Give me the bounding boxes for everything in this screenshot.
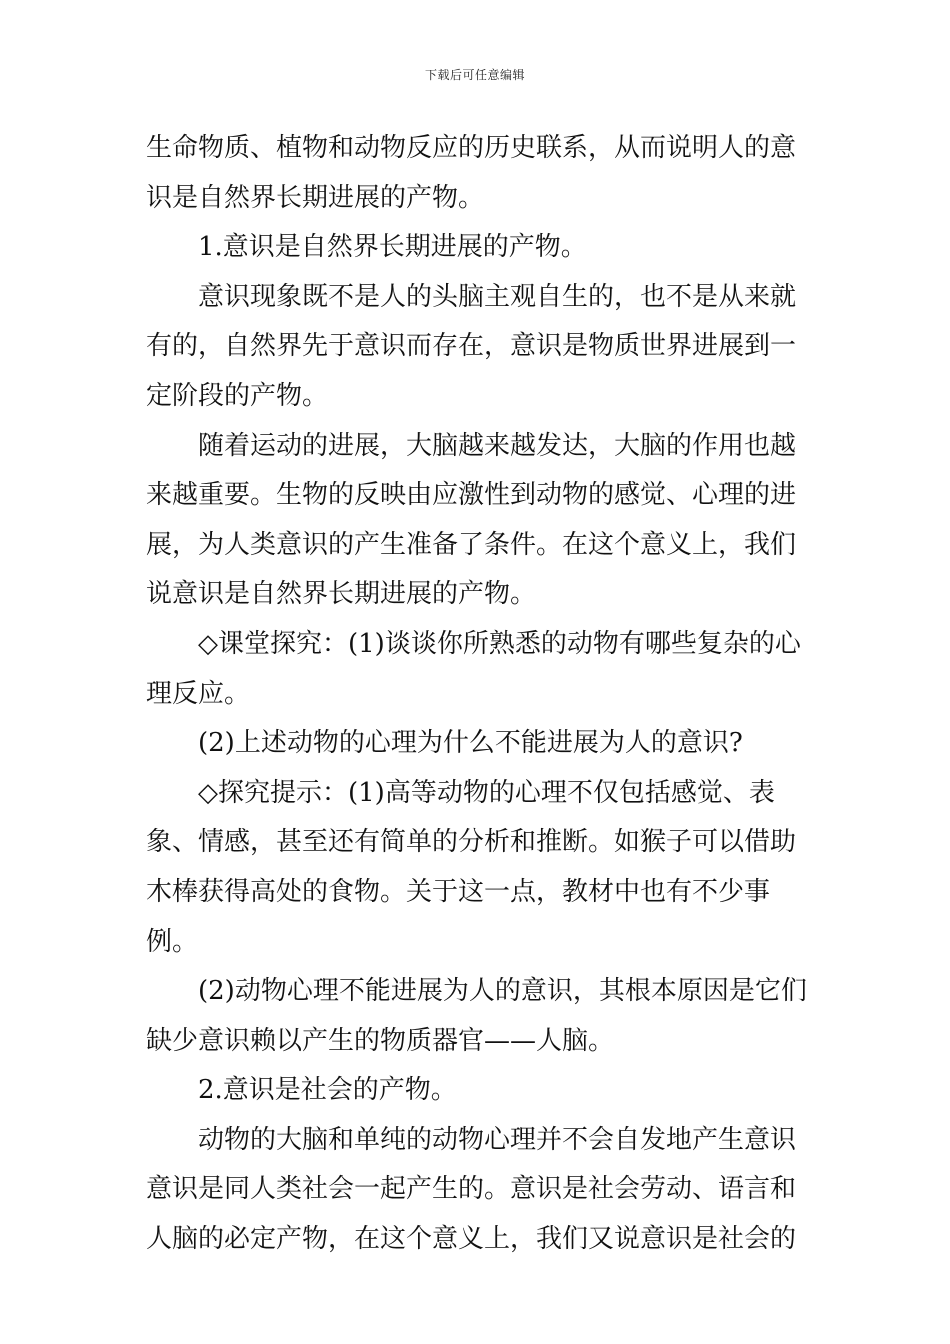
paragraph: 动物的大脑和单纯的动物心理并不会自发地产生意识意识是同人类社会一起产生的。意识是社会劳动、语言和人脑的必定产物，在这个意义上，我们又说意识是社会的	[146, 1124, 797, 1255]
paragraph-continuation: 生命物质、植物和动物反应的历史联系，从而说明人的意识是自然界长期进展的产物。	[146, 133, 797, 213]
page-header: 下载后可任意编辑	[424, 68, 525, 82]
inquiry-hint-2: (2)动物心理不能进展为人的意识，其根本原因是它们缺少意识赖以产生的物质器官——人脑。	[146, 976, 807, 1056]
paragraph: 意识现象既不是人的头脑主观自生的，也不是从来就有的，自然界先于意识而存在，意识是物质世界进展到一定阶段的产物。	[146, 281, 797, 411]
section-heading-1: 1.意识是自然界长期进展的产物。	[198, 232, 587, 263]
section-heading-2: 2.意识是社会的产物。	[198, 1075, 457, 1106]
inquiry-hint: ◇探究提示：(1)高等动物的心理不仅包括感觉、表象、情感，甚至还有简单的分析和推断。如猴子可以借助木棒获得高处的食物。关于这一点，教材中也有不少事例。	[146, 777, 797, 957]
inquiry-question-2: (2)上述动物的心理为什么不能进展为人的意识?	[198, 728, 743, 759]
classroom-inquiry: ◇课堂探究：(1)谈谈你所熟悉的动物有哪些复杂的心理反应。	[146, 628, 801, 709]
document-body	[146, 124, 812, 1265]
paragraph: 随着运动的进展，大脑越来越发达，大脑的作用也越来越重要。生物的反映由应激性到动物的感觉、心理的进展，为人类意识的产生准备了条件。在这个意义上，我们说意识是自然界长期进展的产物。	[146, 430, 797, 610]
